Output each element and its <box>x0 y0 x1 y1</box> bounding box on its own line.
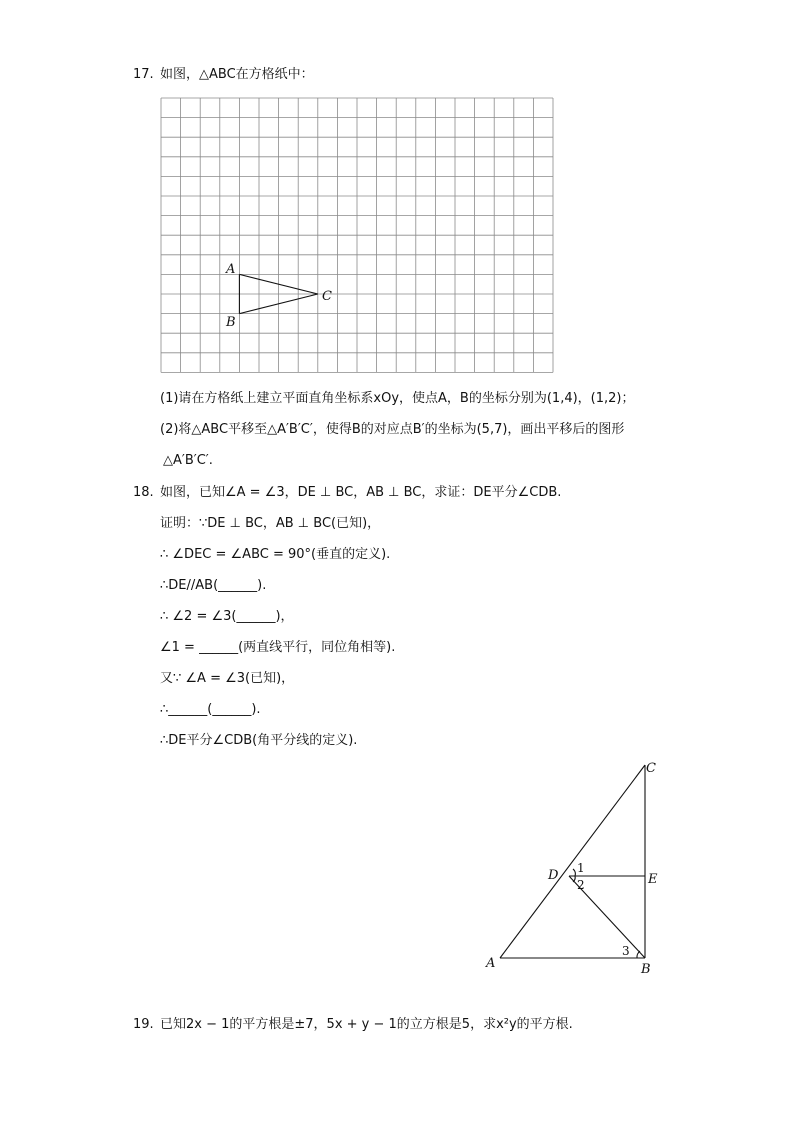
question-17-part1: (1)请在方格纸上建立平面直角坐标系xOy，使点A，B的坐标分别为(1,4)，(1,2)； <box>160 391 635 406</box>
question-17-part2: (2)将△ABC平移至△A′B′C′，使得B的对应点B′的坐标为(5,7)，画出平移后的图形 <box>160 422 625 437</box>
question-17-part2-cont: △A′B′C′. <box>163 453 213 468</box>
question-17-stem: 如图，△ABC在方格纸中： <box>160 67 314 82</box>
point-label-e: E <box>648 872 658 887</box>
vertex-label-c: C <box>322 289 332 304</box>
proof-line-2: ∴ ∠DEC = ∠ABC = 90°(垂直的定义). <box>160 547 391 562</box>
question-19-text: 已知2x − 1的平方根是±7，5x + y − 1的立方根是5，求x²y的平方根. <box>160 1017 573 1032</box>
angle-2-arc <box>573 876 575 882</box>
proof-line-6: 又∵ ∠A = ∠3(已知)， <box>160 671 295 686</box>
question-18-number: 18. <box>133 485 154 500</box>
angle-label-1: 1 <box>577 861 585 875</box>
proof-line-8: ∴DE平分∠CDB(角平分线的定义). <box>160 733 358 748</box>
segment-ac <box>500 765 645 958</box>
vertex-label-b: B <box>226 315 236 330</box>
grid-paper <box>160 97 556 375</box>
proof-line-5: ∠1 = ______(两直线平行，同位角相等). <box>160 640 396 655</box>
angle-3-arc <box>637 951 640 958</box>
proof-line-1: 证明：∵DE ⊥ BC，AB ⊥ BC(已知)， <box>160 516 381 531</box>
question-17-number: 17. <box>133 67 154 82</box>
angle-label-3: 3 <box>622 944 630 958</box>
point-label-b: B <box>641 962 651 977</box>
geometry-figure <box>480 755 680 980</box>
proof-line-3: ∴DE//AB(______). <box>160 578 267 593</box>
proof-line-7: ∴______(______). <box>160 702 261 717</box>
point-label-c: C <box>646 761 656 776</box>
vertex-label-a: A <box>226 262 236 277</box>
angle-1-arc <box>573 869 575 876</box>
question-19-number: 19. <box>133 1017 154 1032</box>
grid-lines <box>161 98 553 372</box>
angle-label-2: 2 <box>577 878 585 892</box>
proof-line-4: ∴ ∠2 = ∠3(______)， <box>160 609 294 624</box>
point-label-d: D <box>548 868 559 883</box>
point-label-a: A <box>486 956 496 971</box>
question-18-stem: 如图，已知∠A = ∠3，DE ⊥ BC，AB ⊥ BC，求证：DE平分∠CDB. <box>160 485 562 500</box>
